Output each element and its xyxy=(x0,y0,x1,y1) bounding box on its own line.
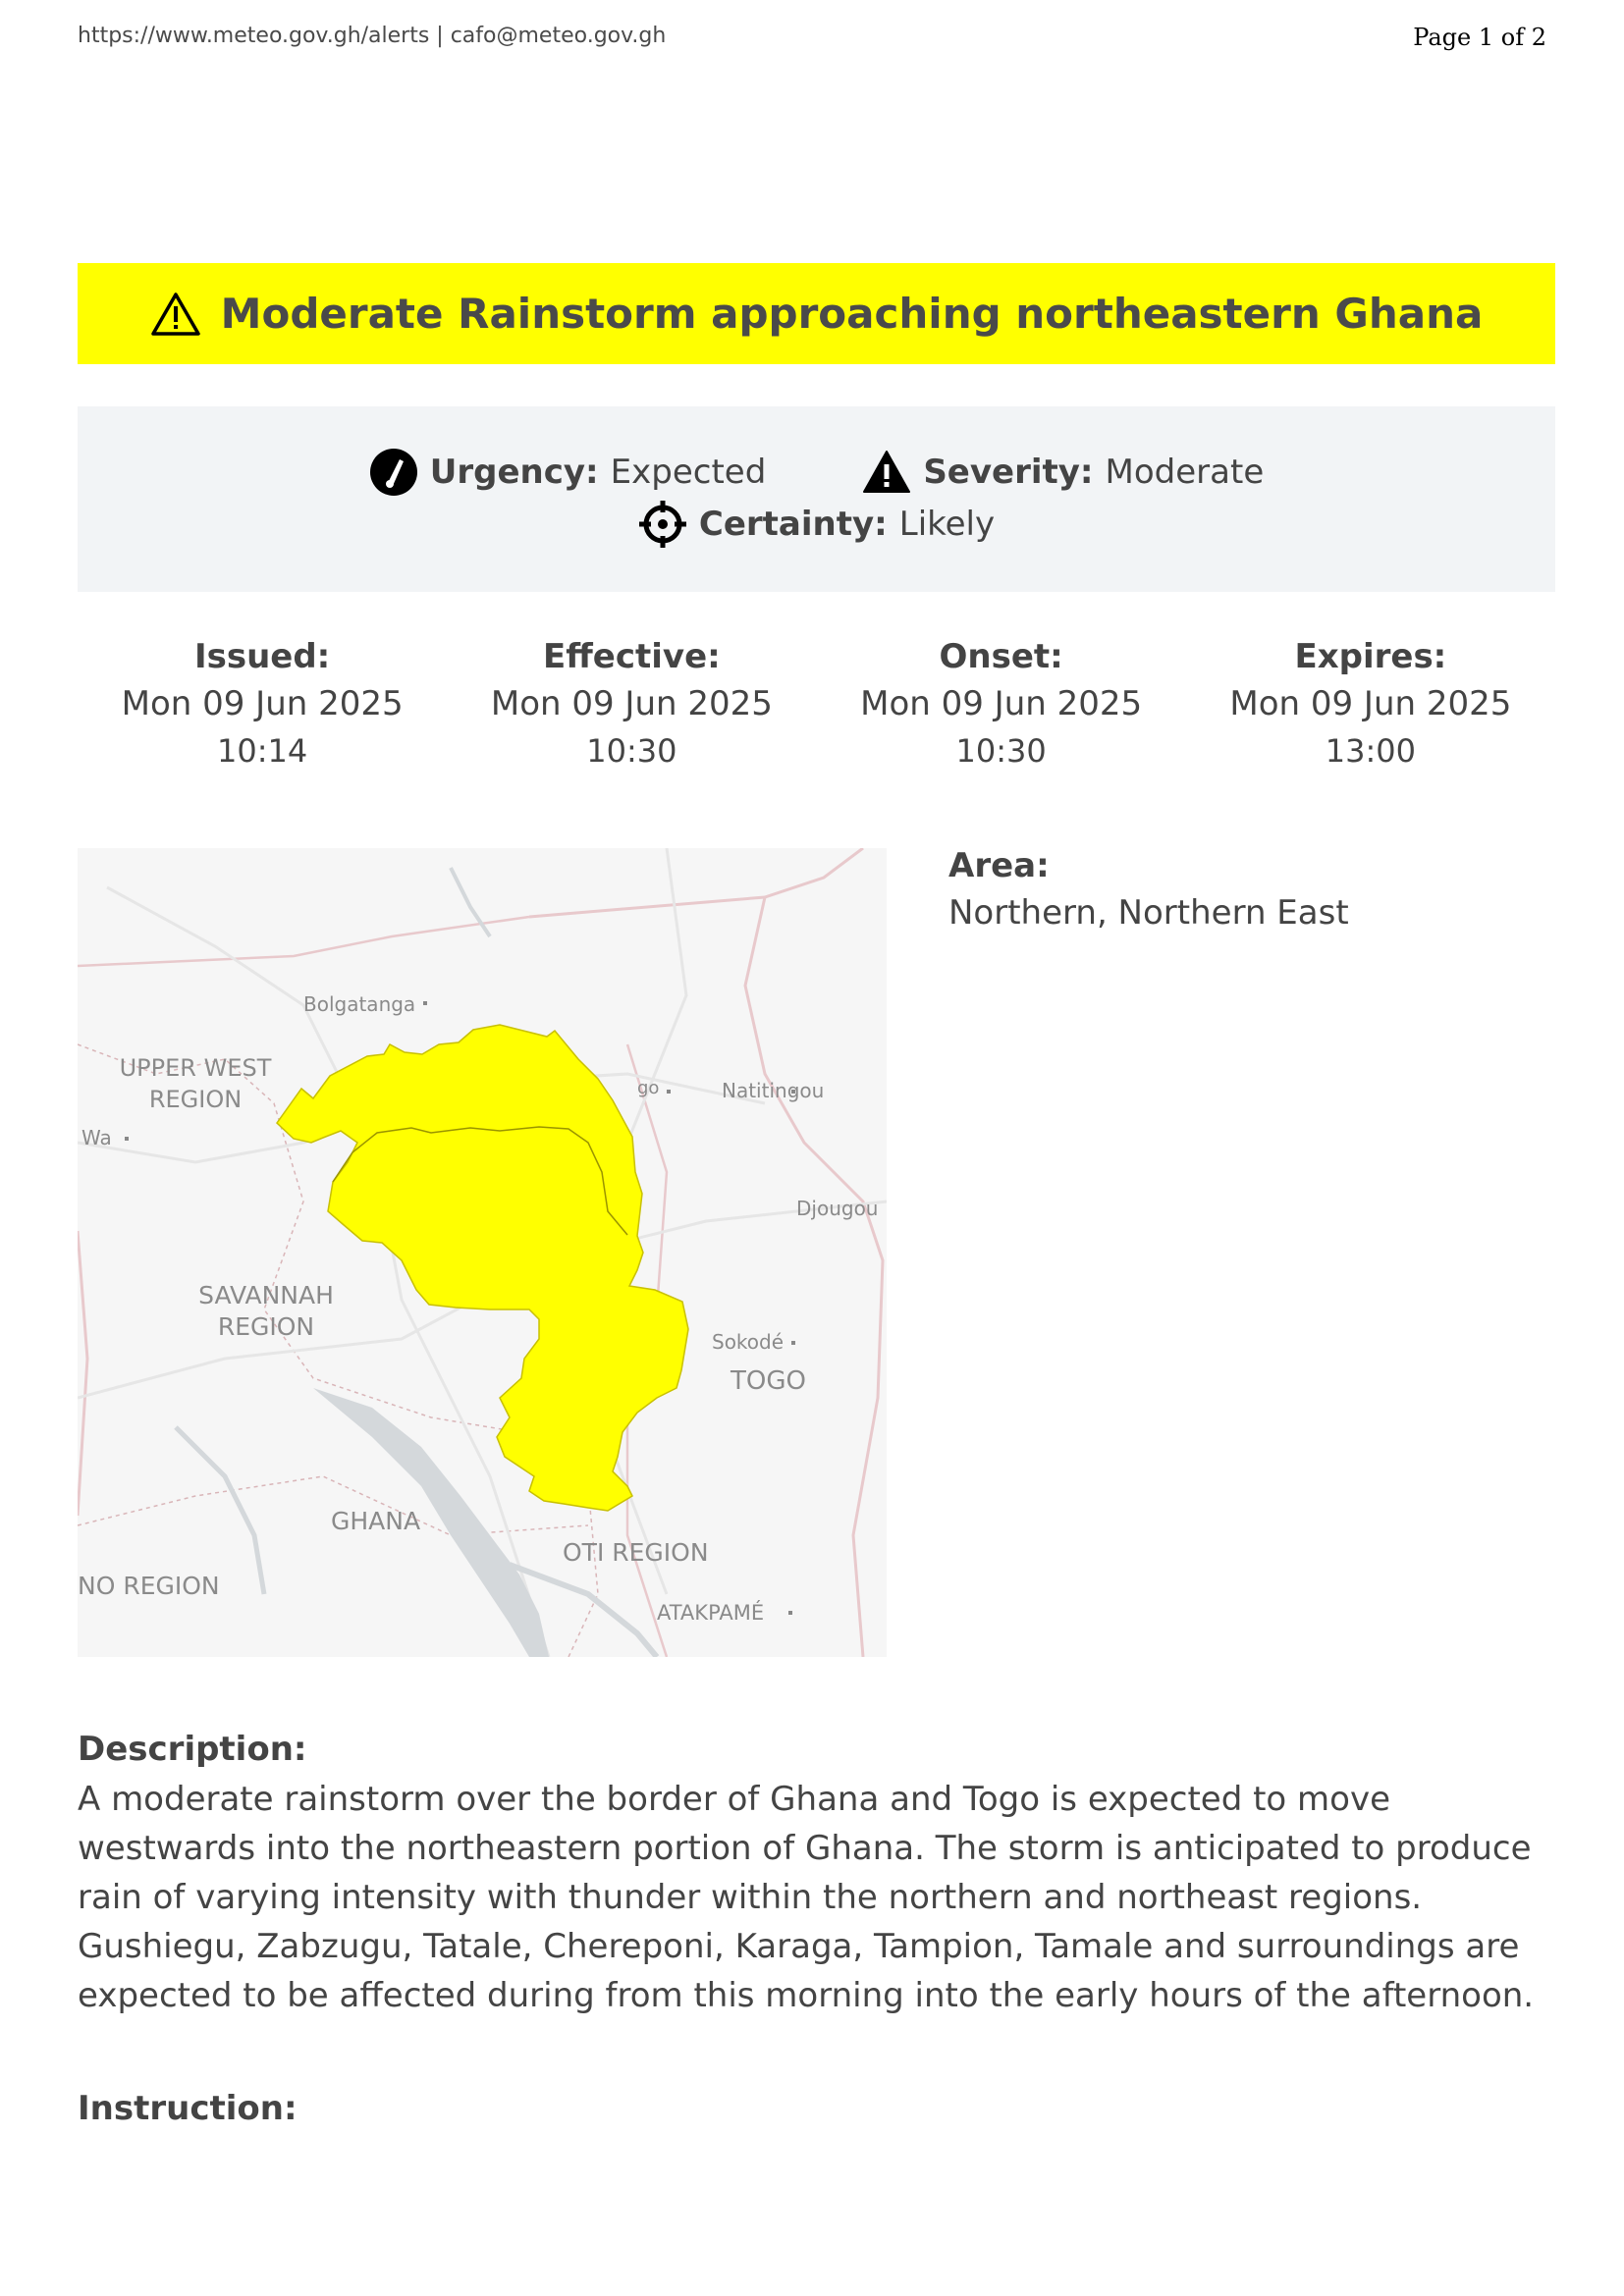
area-label: Area: xyxy=(948,846,1050,885)
map-label-natitingou: Natitingou xyxy=(722,1079,825,1102)
instruction-label: Instruction: xyxy=(78,2089,298,2128)
map-label-bolgatanga: Bolgatanga xyxy=(303,992,416,1016)
expires-date: Mon 09 Jun 2025 xyxy=(1229,684,1512,723)
map-label-upper-west-2: REGION xyxy=(148,1086,243,1113)
area-value: Northern, Northern East xyxy=(948,893,1349,933)
urgency-label: Urgency: xyxy=(429,453,599,492)
expires-column xyxy=(1186,636,1555,774)
city-dot xyxy=(667,1090,671,1094)
map-label-togo: TOGO xyxy=(731,1366,806,1396)
description-text xyxy=(78,1775,1555,2020)
city-dot xyxy=(125,1137,129,1141)
severity-value: Moderate xyxy=(1105,453,1265,492)
city-dot xyxy=(423,1001,427,1005)
description-label: Description: xyxy=(78,1730,307,1769)
map-label-savannah-1: SAVANNAH xyxy=(198,1281,334,1309)
urgency-value: Expected xyxy=(610,453,767,492)
map-label-no-region: NO REGION xyxy=(78,1572,220,1600)
effective-date: Mon 09 Jun 2025 xyxy=(490,684,773,723)
alert-banner xyxy=(78,263,1555,364)
issued-time: 10:14 xyxy=(217,732,308,770)
warning-triangle-icon xyxy=(150,292,201,337)
description-line: A moderate rainstorm over the border of Ghana and Togo is expected to move xyxy=(78,1780,1391,1819)
city-dot xyxy=(791,1341,795,1345)
severity-item xyxy=(862,448,1264,497)
onset-date: Mon 09 Jun 2025 xyxy=(860,684,1143,723)
effective-column xyxy=(447,636,816,774)
map-label-savannah-2: REGION xyxy=(217,1312,315,1341)
warning-icon xyxy=(862,448,911,497)
description-line: Gushiegu, Zabzugu, Tatale, Chereponi, Karaga, Tampion, Tamale and surroundings are xyxy=(78,1927,1520,1966)
map-label-sokode: Sokodé xyxy=(712,1330,785,1354)
map-label-atakpame: ATAKPAMÉ xyxy=(657,1601,765,1625)
description-line: westwards into the northeastern portion of Ghana. The storm is anticipated to produce xyxy=(78,1829,1532,1868)
expires-time: 13:00 xyxy=(1325,732,1416,770)
crosshair-icon xyxy=(638,500,687,549)
effective-time: 10:30 xyxy=(586,732,677,770)
issued-date: Mon 09 Jun 2025 xyxy=(121,684,404,723)
map-label-wa: Wa xyxy=(81,1126,112,1149)
description-line: rain of varying intensity with thunder within the northern and northeast regions. xyxy=(78,1878,1423,1917)
alert-title: Moderate Rainstorm approaching northeastern Ghana xyxy=(220,290,1484,338)
map-label-oti: OTI REGION xyxy=(563,1538,709,1567)
map-label-go: go xyxy=(637,1078,660,1098)
expires-label: Expires: xyxy=(1294,637,1447,676)
alert-meta-box xyxy=(78,406,1555,592)
certainty-item xyxy=(638,500,995,549)
alert-times xyxy=(78,636,1555,774)
onset-time: 10:30 xyxy=(955,732,1047,770)
onset-label: Onset: xyxy=(939,637,1063,676)
issued-label: Issued: xyxy=(193,637,331,676)
header-url-contact: https://www.meteo.gov.gh/alerts | cafo@meteo.gov.gh xyxy=(78,24,667,48)
urgency-item xyxy=(369,448,767,497)
map-label-djougou: Djougou xyxy=(796,1197,879,1220)
severity-label: Severity: xyxy=(923,453,1094,492)
certainty-label: Certainty: xyxy=(698,505,888,544)
page-number: Page 1 of 2 xyxy=(1413,24,1546,51)
description-line: expected to be affected during from this morning into the early hours of the afternoon. xyxy=(78,1976,1535,2015)
effective-label: Effective: xyxy=(543,637,721,676)
onset-column xyxy=(817,636,1186,774)
certainty-value: Likely xyxy=(898,505,996,544)
alert-map xyxy=(78,848,887,1657)
map-label-ghana: GHANA xyxy=(331,1507,421,1535)
speedometer-icon xyxy=(369,448,418,497)
issued-column xyxy=(78,636,447,774)
city-dot xyxy=(788,1611,792,1615)
map-label-upper-west-1: UPPER WEST xyxy=(119,1054,272,1082)
